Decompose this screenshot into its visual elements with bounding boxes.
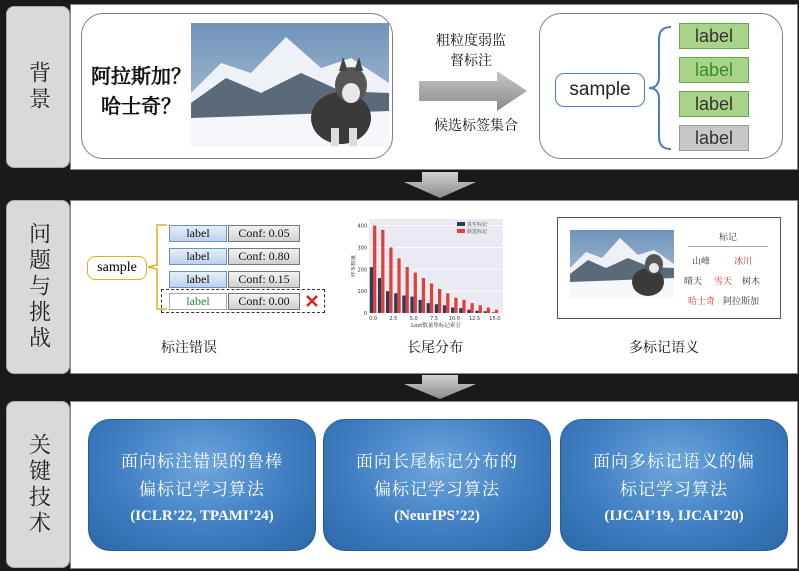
tech-ref: (ICLR’22, TPAMI’24) xyxy=(130,508,274,524)
noisy-label: label xyxy=(169,271,227,288)
confidence-value: Conf: 0.00 xyxy=(228,293,300,310)
multi-tag: 哈士奇 xyxy=(688,297,716,307)
bar-true xyxy=(370,267,373,313)
multi-tag: 冰川 xyxy=(734,257,753,267)
bar-candidate xyxy=(422,278,425,313)
multi-tag: 阿拉斯加 xyxy=(723,297,760,307)
multi-tag: 晴天 xyxy=(684,277,703,287)
section-label-tech xyxy=(6,401,70,568)
bar-true xyxy=(427,303,430,313)
y-tick-label: 200 xyxy=(357,267,367,274)
x-tick-label: 7.5 xyxy=(429,316,438,322)
question-line: 哈士奇？ xyxy=(101,94,181,118)
bar-candidate xyxy=(397,258,400,313)
x-axis-label: Lost数量集标记索引 xyxy=(411,323,461,329)
bar-candidate xyxy=(430,283,433,313)
noisy-sample-box: sample xyxy=(87,256,147,280)
legend-label: 真实标记 xyxy=(467,222,488,228)
multi-label-header: 标记 xyxy=(688,230,768,247)
y-tick-label: 100 xyxy=(357,289,367,296)
confidence-value: Conf: 0.05 xyxy=(228,225,300,242)
long-tail-chart xyxy=(351,213,523,333)
sample-box: sample xyxy=(555,73,645,107)
multi-label-card xyxy=(557,217,781,319)
candidate-label: label xyxy=(679,23,749,49)
bar-true xyxy=(394,293,397,313)
down-arrow-icon xyxy=(400,172,480,198)
bar-true xyxy=(410,297,413,313)
x-tick-label: 15.0 xyxy=(489,316,501,322)
cross-icon xyxy=(305,294,319,308)
bar-true xyxy=(492,312,495,313)
tech-ref: (IJCAI’19, IJCAI’20) xyxy=(604,508,744,524)
caption-longtail: 长尾分布 xyxy=(407,340,463,356)
arrow-text-line: 粗粒度弱监 xyxy=(436,33,506,49)
section-label-problems xyxy=(6,200,70,374)
legend-swatch xyxy=(457,229,465,233)
candidate-label-true: label xyxy=(679,57,749,83)
bar-candidate xyxy=(438,289,441,313)
question-line: 阿拉斯加？ xyxy=(91,64,191,88)
brace-icon xyxy=(647,25,679,151)
arrow-text-line: 督标注 xyxy=(450,53,492,69)
y-tick-label: 400 xyxy=(357,223,367,230)
section-label-text: 关键技术 xyxy=(25,432,51,537)
bar-true xyxy=(435,304,438,313)
y-tick-label: 0 xyxy=(363,311,367,317)
x-tick-label: 0.0 xyxy=(369,316,378,322)
legend-swatch xyxy=(457,222,465,226)
multi-tag: 雪天 xyxy=(714,277,733,287)
bar-candidate xyxy=(479,305,482,313)
tech-line: 面向长尾标记分布的 xyxy=(356,452,518,472)
bar-true xyxy=(484,311,487,313)
bar-candidate xyxy=(462,300,465,313)
noisy-label-true: label xyxy=(169,293,227,310)
tech-card-multi xyxy=(560,419,788,551)
husky-image-small xyxy=(570,230,674,298)
bar-candidate xyxy=(406,267,409,313)
section-label-text: 背景 xyxy=(25,61,51,113)
x-tick-label: 5.0 xyxy=(409,316,418,322)
candidate-label: label xyxy=(679,91,749,117)
arrow-top-text xyxy=(421,31,521,71)
bar-true xyxy=(451,308,454,313)
x-tick-label: 10.0 xyxy=(448,316,460,322)
bar-candidate xyxy=(446,293,449,313)
bar-candidate xyxy=(381,230,384,313)
bar-true xyxy=(386,291,389,313)
y-axis-label: 样本数量 xyxy=(351,254,357,278)
tech-line: 偏标记学习算法 xyxy=(374,480,500,500)
bar-candidate xyxy=(487,308,490,313)
bar-candidate xyxy=(471,303,474,313)
right-arrow-icon xyxy=(419,71,529,111)
tech-line: 面向标注错误的鲁棒 xyxy=(121,452,283,472)
bar-true xyxy=(378,278,381,313)
x-tick-label: 12.5 xyxy=(469,316,481,322)
x-tick-label: 2.5 xyxy=(389,316,398,322)
legend-label: 候选标记 xyxy=(467,229,488,235)
tech-line: 偏标记学习算法 xyxy=(139,480,265,500)
tech-line: 面向多标记语义的偏 xyxy=(593,452,755,472)
bar-candidate xyxy=(454,298,457,313)
bar-candidate xyxy=(495,310,498,313)
section-label-text: 问题与挑战 xyxy=(25,222,51,352)
tech-card-noisy xyxy=(88,419,316,551)
bar-true xyxy=(467,310,470,313)
bar-true xyxy=(419,300,422,313)
section-label-background xyxy=(6,6,70,168)
multi-tag: 树木 xyxy=(742,277,761,287)
noisy-label: label xyxy=(169,225,227,242)
y-tick-label: 300 xyxy=(357,245,367,252)
caption-noisy: 标注错误 xyxy=(161,340,217,356)
dog-question xyxy=(91,61,191,121)
bar-true xyxy=(475,311,478,313)
problems-panel xyxy=(70,200,798,374)
bar-true xyxy=(459,308,462,313)
bar-true xyxy=(402,296,405,313)
tech-ref: (NeurIPS’22) xyxy=(394,508,480,524)
caption-multi: 多标记语义 xyxy=(629,340,699,356)
bar-true xyxy=(443,305,446,313)
multi-tag: 山峰 xyxy=(692,257,711,267)
arrow-bottom-text: 候选标签集合 xyxy=(434,118,518,134)
bar-candidate xyxy=(373,226,376,313)
tech-line: 标记学习算法 xyxy=(620,480,728,500)
noisy-label: label xyxy=(169,248,227,265)
down-arrow-icon xyxy=(400,375,480,399)
husky-image xyxy=(191,23,389,147)
tech-card-longtail xyxy=(323,419,551,551)
confidence-value: Conf: 0.80 xyxy=(228,248,300,265)
background-panel xyxy=(70,4,798,170)
confidence-value: Conf: 0.15 xyxy=(228,271,300,288)
bar-candidate xyxy=(414,273,417,313)
bar-candidate xyxy=(389,247,392,313)
non-candidate-label: label xyxy=(679,125,749,151)
